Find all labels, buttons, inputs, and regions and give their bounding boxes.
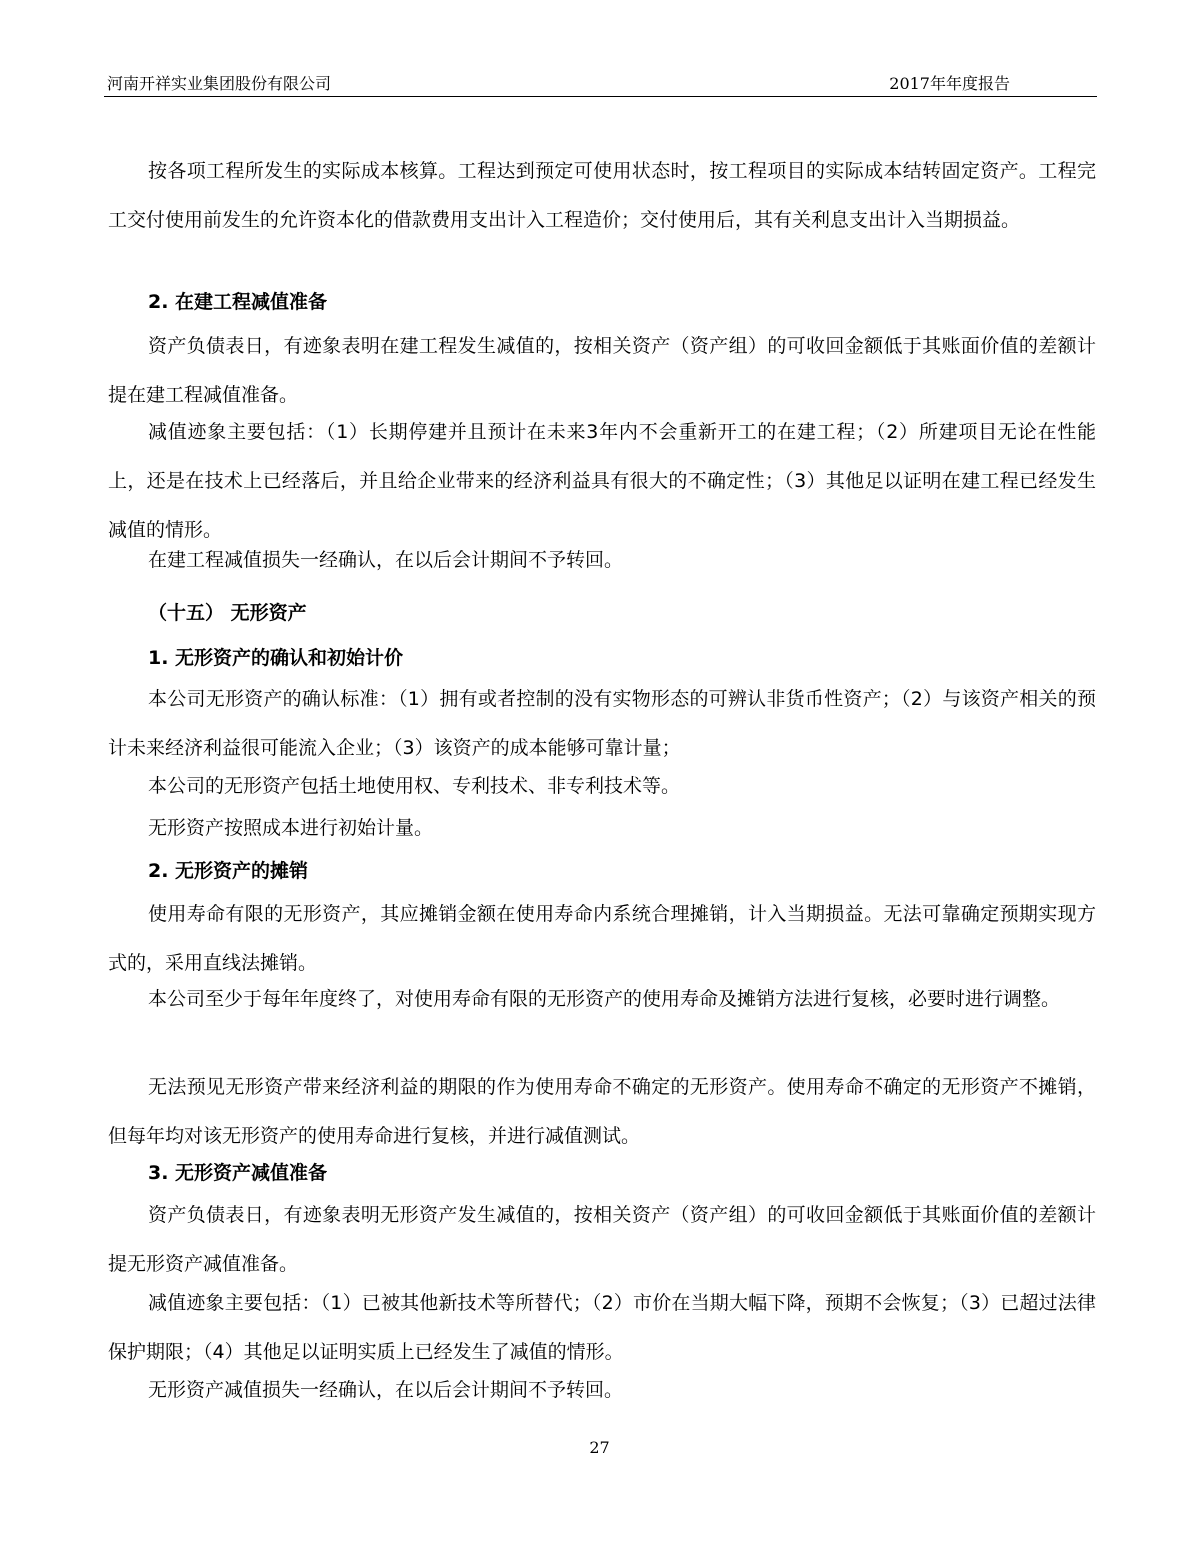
page-number: 27 (589, 1438, 610, 1457)
section-heading: 1. 无形资产的确认和初始计价 (148, 647, 404, 669)
paragraph: 减值迹象主要包括：（1）已被其他新技术等所替代；（2）市价在当期大幅下降，预期不会恢复；（3）已超过法律保护期限；（4）其他足以证明实质上已经发生了减值的情形。 (108, 1292, 1096, 1363)
header-report-title: 2017年年度报告 (889, 74, 1010, 93)
paragraph: 按各项工程所发生的实际成本核算。工程达到预定可使用状态时，按工程项目的实际成本结转固定资产。工程完工交付使用前发生的允许资本化的借款费用支出计入工程造价；交付使用后，其有关利息支出计入当期损益。 (108, 160, 1096, 231)
paragraph: 减值迹象主要包括：（1）长期停建并且预计在未来3年内不会重新开工的在建工程；（2）所建项目无论在性能上，还是在技术上已经落后，并且给企业带来的经济利益具有很大的不确定性；（3）其他足以证明在建工程已经发生减值的情形。 (108, 421, 1096, 541)
paragraph: 本公司无形资产的确认标准：（1）拥有或者控制的没有实物形态的可辨认非货币性资产；（2）与该资产相关的预计未来经济利益很可能流入企业；（3）该资产的成本能够可靠计量； (108, 688, 1096, 759)
paragraph: 本公司至少于每年年度终了，对使用寿命有限的无形资产的使用寿命及摊销方法进行复核，必要时进行调整。 (148, 988, 1061, 1010)
paragraph: 无形资产按照成本进行初始计量。 (148, 817, 434, 839)
header-company: 河南开祥实业集团股份有限公司 (107, 74, 332, 93)
paragraph: 无法预见无形资产带来经济利益的期限的作为使用寿命不确定的无形资产。使用寿命不确定的无形资产不摊销，但每年均对该无形资产的使用寿命进行复核，并进行减值测试。 (108, 1076, 1096, 1147)
paragraph: 本公司的无形资产包括土地使用权、专利技术、非专利技术等。 (148, 775, 681, 797)
chapter-heading: （十五） 无形资产 (148, 602, 307, 624)
paragraph: 在建工程减值损失一经确认，在以后会计期间不予转回。 (148, 549, 624, 571)
header-rule (104, 96, 1097, 97)
section-heading: 2. 在建工程减值准备 (148, 291, 328, 313)
paragraph: 资产负债表日，有迹象表明无形资产发生减值的，按相关资产（资产组）的可收回金额低于其账面价值的差额计提无形资产减值准备。 (108, 1204, 1096, 1275)
paragraph: 无形资产减值损失一经确认，在以后会计期间不予转回。 (148, 1379, 624, 1401)
paragraph: 资产负债表日，有迹象表明在建工程发生减值的，按相关资产（资产组）的可收回金额低于其账面价值的差额计提在建工程减值准备。 (108, 335, 1096, 406)
section-heading: 3. 无形资产减值准备 (148, 1162, 328, 1184)
section-heading: 2. 无形资产的摊销 (148, 860, 309, 882)
paragraph: 使用寿命有限的无形资产，其应摊销金额在使用寿命内系统合理摊销，计入当期损益。无法可靠确定预期实现方式的，采用直线法摊销。 (108, 903, 1096, 974)
